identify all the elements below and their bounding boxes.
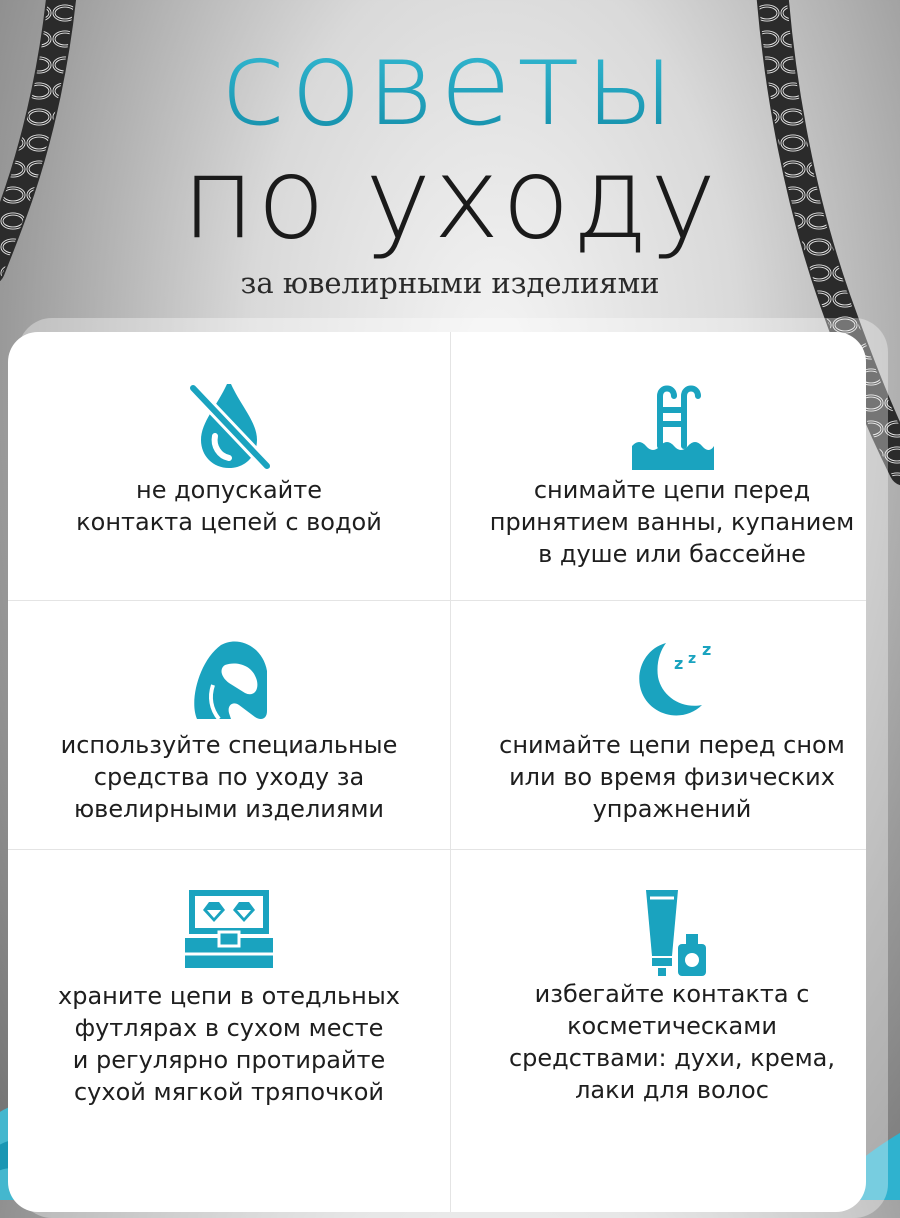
page-title-line2: по уходу	[181, 134, 719, 264]
tip-cell-cosmetics	[451, 850, 866, 1212]
page-subtitle: за ювелирными изделиями	[240, 266, 660, 300]
tips-card	[8, 332, 866, 1212]
polishing-cloth-icon	[179, 631, 279, 731]
tip-text: избегайте контакта с косметическами средствами: духи, крема, лаки для волос	[508, 980, 836, 1104]
tip-text: снимайте цепи перед принятием ванны, купанием в душе или бассейне	[489, 476, 855, 568]
moon-sleep-icon	[622, 629, 722, 729]
page-title-line1: советы	[0, 18, 900, 148]
tip-cell-pool	[451, 332, 866, 600]
no-water-drop-icon	[179, 376, 279, 476]
cosmetics-icon	[622, 884, 722, 984]
tip-text: снимайте цепи перед сном или во время физических упражнений	[499, 731, 845, 823]
tip-cell-storage	[8, 850, 450, 1212]
tip-text: не допускайте контакта цепей с водой	[76, 476, 382, 536]
swimming-pool-icon	[622, 376, 722, 476]
tip-text: храните цепи в отедльных футлярах в сухом месте и регулярно протирайте сухой мягкой тряпочкой	[58, 982, 400, 1106]
svg-text:z: z	[688, 651, 697, 667]
tip-cell-cleaning	[8, 601, 450, 849]
tip-cell-sleep	[451, 601, 866, 849]
svg-text:z: z	[702, 640, 712, 659]
tip-text: используйте специальные средства по уходу за ювелирными изделиями	[60, 731, 398, 823]
jewelry-box-icon	[179, 880, 279, 980]
svg-text:z: z	[674, 654, 684, 673]
tip-cell-water	[8, 332, 450, 600]
